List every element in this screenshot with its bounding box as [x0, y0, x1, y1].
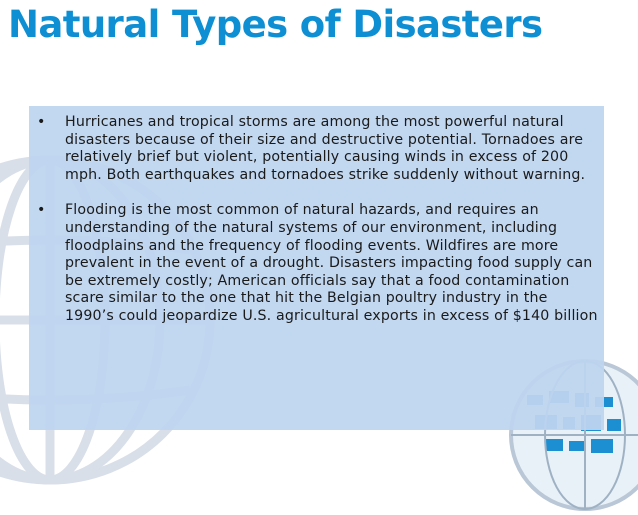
bullet-marker: •	[37, 114, 46, 130]
bullet-marker: •	[37, 202, 46, 219]
bullet-text: Flooding is the most common of natural hazards, and requires an understanding of the natural systems of our environment, including floodplains and the frequency of flooding events. Wildfires are more prevalent in the event of a drought. Disasters impacting food supply can be extremely costly; American officials say that a food contamination scare similar to the one that hit the Belgian poultry industry in the 1990’s could jeopardize U.S. agricultural exports in excess of $140 billion	[65, 202, 598, 324]
bullet-list	[29, 106, 604, 326]
bullet-item	[35, 114, 598, 184]
bullet-text: Hurricanes and tropical storms are among the most powerful natural disasters because of their size and destructive potential. Tornadoes are relatively brief but violent, potentially causing winds in excess of 200 mph. Both earthquakes and tornadoes strike suddenly without warning.	[65, 114, 586, 183]
content-box	[29, 106, 604, 430]
bullet-item	[35, 202, 598, 325]
slide-title: Natural Types of Disasters	[8, 3, 543, 46]
